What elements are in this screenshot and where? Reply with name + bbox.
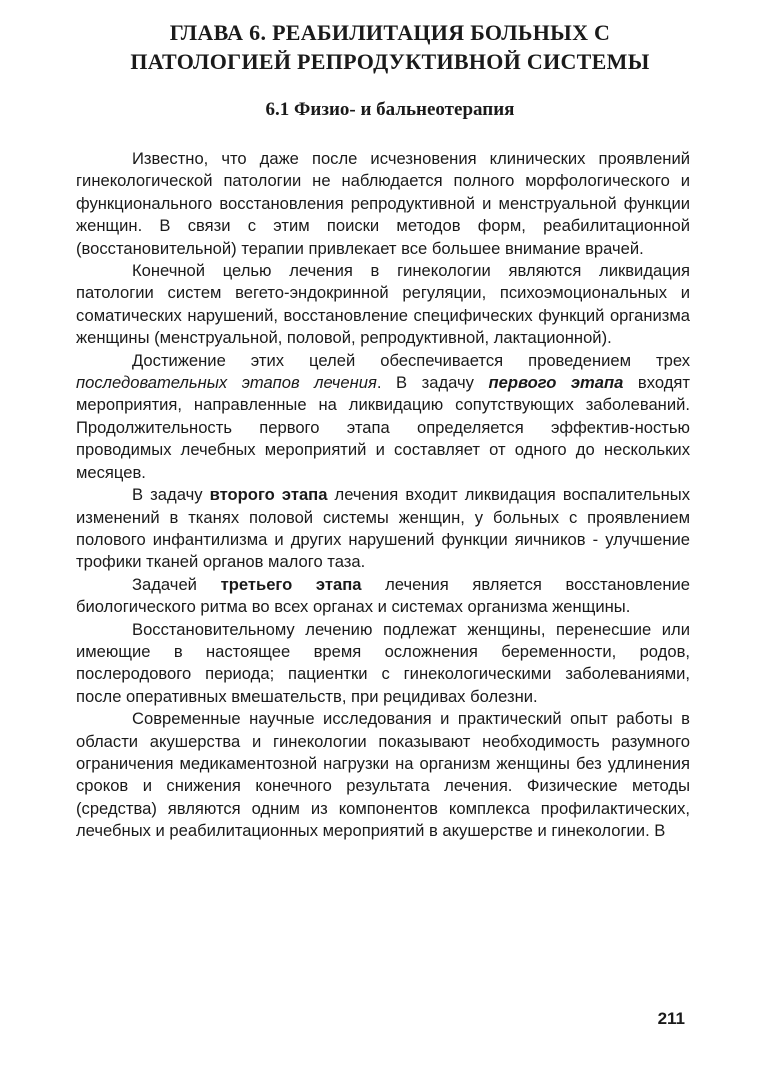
- paragraph-3-text: Достижение этих целей обеспечивается проведением трех: [132, 350, 690, 370]
- paragraph-4-bold: второго этапа: [209, 485, 328, 505]
- paragraph-5-text: Задачей: [132, 574, 221, 594]
- paragraph-3-italic: последовательных этапов лечения: [76, 373, 377, 393]
- paragraph-4: [76, 484, 690, 574]
- paragraph-3-text: входят мероприятия, направленные на ликвидацию сопутствующих заболеваний. Продолжительность первого этапа определяется эффектив-ностью проводимых лечебных мероприятий и составляет от одного до нескольких месяцев.: [76, 373, 690, 482]
- paragraph-4-text: В задачу: [132, 485, 210, 505]
- paragraph-1: Известно, что даже после исчезновения клинических проявлений гинекологической патологии не наблюдается полного морфологического и функционального восстановления репродуктивной и менструальной функции женщин. В связи с этим поиски методов форм, реабилитационной (восстановительной) терапии привлекает все большее внимание врачей.: [76, 149, 690, 258]
- paragraph-3-text: . В задачу: [376, 373, 489, 393]
- body-text: [76, 148, 690, 843]
- paragraph-5-text: лечения является восстановление биологического ритма во всех органах и системах организма женщины.: [76, 574, 690, 617]
- section-title: 6.1 Физио- и бальнеотерапия: [265, 99, 515, 120]
- paragraph-4-text: лечения входит ликвидация воспалительных изменений в тканях половой системы женщин, у больных с проявлением полового инфантилизма и других нарушений функции яичников - улучшение трофики тканей органов малого таза.: [76, 485, 690, 572]
- paragraph-3-bold: первого этапа: [488, 373, 624, 393]
- paragraph-2: Конечной целью лечения в гинекологии являются ликвидация патологии систем вегето-эндокринной регуляции, психоэмоциональных и соматических нарушений, восстановление специфических функций организма женщины (менструальной, половой, репродуктивной, лактационной).: [76, 261, 690, 348]
- chapter-title-line-1: ГЛАВА 6. РЕАБИЛИТАЦИЯ БОЛЬНЫХ С: [169, 20, 611, 45]
- paragraph-7: Современные научные исследования и практический опыт работы в области акушерства и гинекологии показывают необходимость разумного ограничения медикаментозной нагрузки на организм женщины без удлинения сроков и снижения конечного результата лечения. Физические методы (средства) являются одним из компонентов комплекса профилактических, лечебных и реабилитационных мероприятий в акушерстве и гинекологии. В: [76, 709, 690, 841]
- paragraph-6: Восстановительному лечению подлежат женщины, перенесшие или имеющие в настоящее время осложнения беременности, родов, послеродового периода; пациентки с гинекологическими заболеваниями, после оперативных вмешательств, при рецидивах болезни.: [76, 619, 690, 706]
- chapter-title-line-2: ПАТОЛОГИЕЙ РЕПРОДУКТИВНОЙ СИСТЕМЫ: [130, 49, 650, 74]
- page-number: 211: [657, 1009, 685, 1028]
- paragraph-3: [76, 350, 690, 484]
- paragraph-5-bold: третьего этапа: [220, 574, 362, 594]
- paragraph-5: [76, 574, 690, 619]
- chapter-title: [80, 18, 700, 76]
